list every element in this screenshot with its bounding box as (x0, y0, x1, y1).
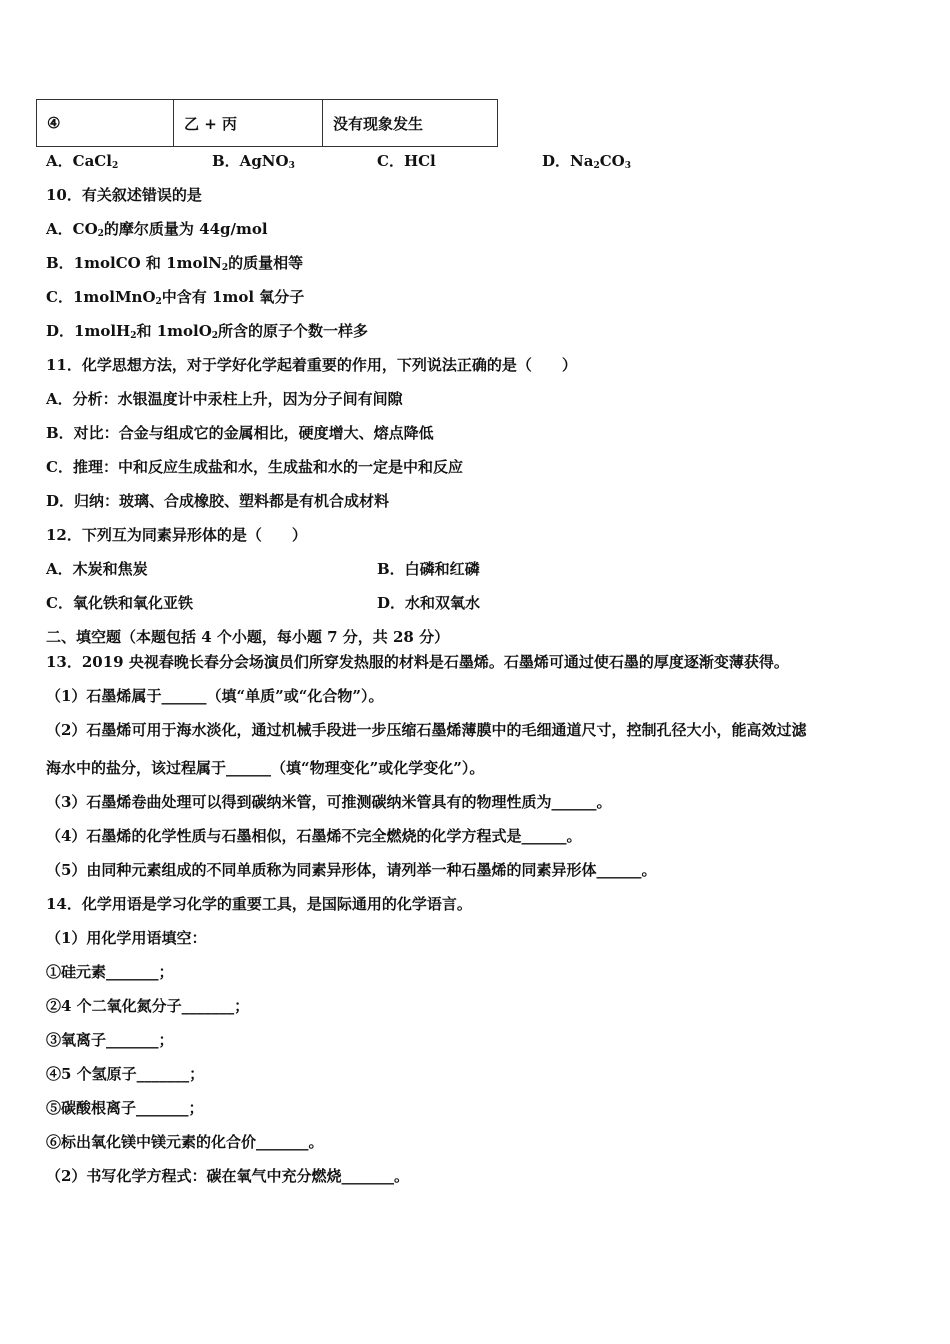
q14-item-5: ⑤碳酸根离子_______； (46, 1099, 204, 1117)
table-row (37, 100, 498, 147)
q10-option-c: C．1molMnO$_2$中含有 1mol 氧分子 (46, 288, 305, 307)
q9-option-d: D．$Na_2CO_3$ (542, 152, 631, 171)
q14-item-2: ②4 个二氧化氮分子_______； (46, 997, 250, 1015)
q14-item-3: ③氧离子_______； (46, 1031, 174, 1049)
q14-stem: 14．化学用语是学习化学的重要工具，是国际通用的化学语言。 (46, 895, 472, 913)
table-cell-result: 没有现象发生 (323, 100, 498, 147)
q12-option-a: A．木炭和焦炭 (46, 560, 148, 578)
q13-part-5: （5）由同种元素组成的不同单质称为同素异形体，请列举一种石墨烯的同素异形体______。 (46, 861, 657, 879)
q10-option-b: B．1molCO 和 1molN$_2$的质量相等 (46, 254, 304, 273)
q10-option-a: A．$CO_2$的摩尔质量为 44g/mol (46, 220, 268, 239)
q11-stem: 11．化学思想方法，对于学好化学起着重要的作用，下列说法正确的是（ ） (46, 356, 577, 374)
q12-option-b: B．白磷和红磷 (377, 560, 480, 578)
q11-option-a: A．分析：水银温度计中汞柱上升，因为分子间有间隙 (46, 390, 403, 408)
q12-option-c: C．氧化铁和氧化亚铁 (46, 594, 193, 612)
section-heading: 二、填空题（本题包括 4 个小题，每小题 7 分，共 28 分） (46, 628, 450, 646)
q11-option-b: B．对比：合金与组成它的金属相比，硬度增大、熔点降低 (46, 424, 434, 442)
q10-option-d: D．1molH$_2$和 1molO$_2$所含的原子个数一样多 (46, 322, 369, 341)
q11-option-d: D．归纳：玻璃、合成橡胶、塑料都是有机合成材料 (46, 492, 390, 510)
q13-part-3: （3）石墨烯卷曲处理可以得到碳纳米管，可推测碳纳米管具有的物理性质为______。 (46, 793, 612, 811)
table-cell-mix: 乙 + 丙 (174, 100, 323, 147)
table-cell-number: ④ (37, 100, 174, 147)
q14-item-6: ⑥标出氧化镁中镁元素的化合价_______。 (46, 1133, 324, 1151)
q13-stem: 13．2019 央视春晚长春分会场演员们所穿发热服的材料是石墨烯。石墨烯可通过使石墨的厚度逐渐变薄获得。 (46, 653, 789, 671)
q10-stem: 10．有关叙述错误的是 (46, 186, 202, 204)
q9-option-a: A．CaCl$_2$ (46, 152, 119, 171)
q9-option-c: C．HCl (377, 152, 436, 170)
q11-option-c: C．推理：中和反应生成盐和水，生成盐和水的一定是中和反应 (46, 458, 463, 476)
q14-part-1: （1）用化学用语填空： (46, 929, 207, 947)
q13-part-2-cont: 海水中的盐分，该过程属于______（填“物理变化”或化学变化”）。 (46, 759, 485, 777)
q14-item-1: ①硅元素_______； (46, 963, 174, 981)
q14-part-2: （2）书写化学方程式：碳在氧气中充分燃烧_______。 (46, 1167, 409, 1185)
q14-item-4: ④5 个氢原子_______； (46, 1065, 205, 1083)
q12-option-d: D．水和双氧水 (377, 594, 481, 612)
q12-stem: 12．下列互为同素异形体的是（ ） (46, 526, 307, 544)
q13-part-2: （2）石墨烯可用于海水淡化，通过机械手段进一步压缩石墨烯薄膜中的毛细通道尺寸，控制孔径大小，能高效过滤 (46, 721, 807, 739)
q9-option-b: B．AgNO$_3$ (212, 152, 295, 171)
q13-part-1: （1）石墨烯属于______（填“单质”或“化合物”）。 (46, 687, 384, 705)
q13-part-4: （4）石墨烯的化学性质与石墨相似，石墨烯不完全燃烧的化学方程式是______。 (46, 827, 582, 845)
experiment-table (36, 99, 498, 147)
